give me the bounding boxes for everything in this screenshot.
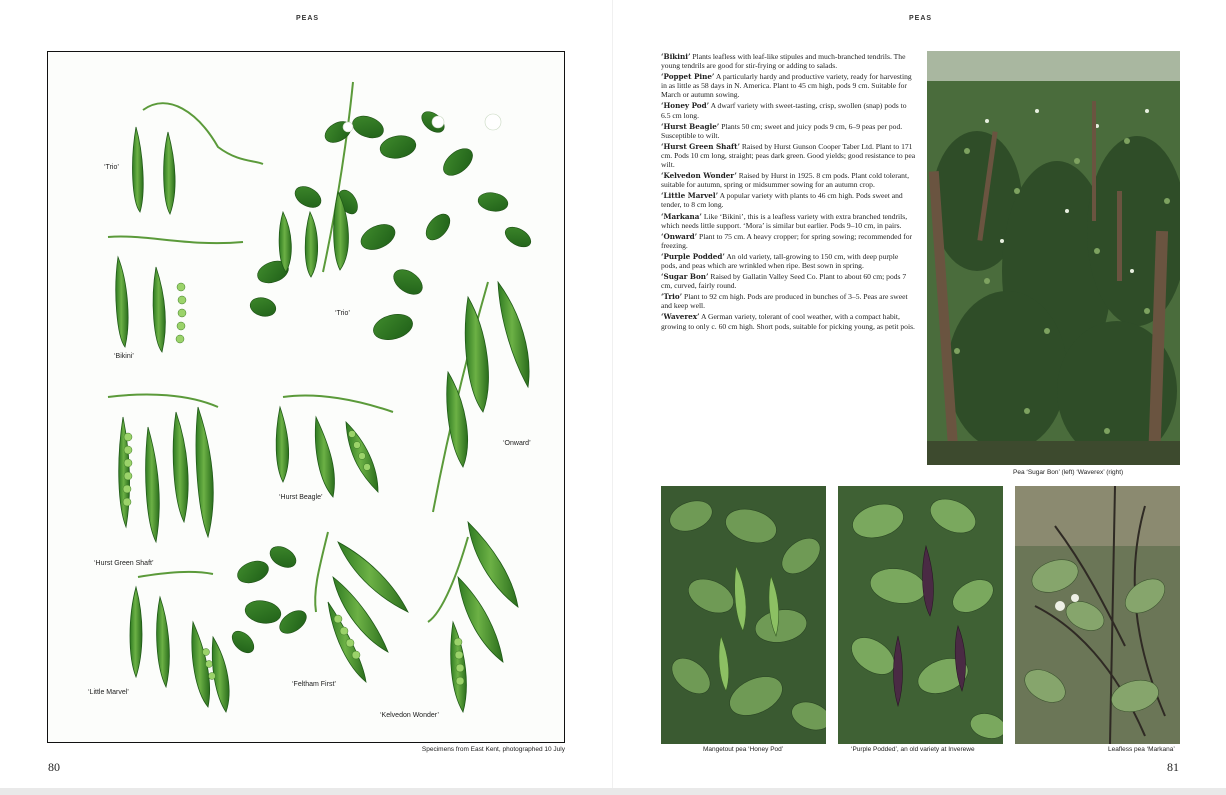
label-hurst-green-shaft: ‘Hurst Green Shaft’ xyxy=(94,560,154,567)
label-little-marvel: ‘Little Marvel’ xyxy=(88,689,129,696)
variety-text: An old variety, tall-growing to 150 cm, with deep purple pods, and peas which are wrinkled when ripe. Best sown in spring. xyxy=(661,251,899,270)
variety-text: Plants leafless with leaf-like stipules and much-branched tendrils. The young tendrils are good for stir-frying or adding to salads. xyxy=(661,52,906,71)
pea-pods-plate xyxy=(47,51,565,743)
variety-entry xyxy=(661,212,916,230)
variety-text: Plant to 75 cm. A heavy cropper; for spring sowing; recommended for freezing. xyxy=(661,231,913,250)
viewer-bottom-edge xyxy=(0,788,1226,795)
label-feltham-first: ‘Feltham First’ xyxy=(292,681,336,688)
label-kelvedon-wonder: ‘Kelvedon Wonder’ xyxy=(380,712,439,719)
variety-name: ‘Little Marvel’ xyxy=(661,191,719,201)
variety-name: ‘Markana’ xyxy=(661,211,702,221)
variety-entry xyxy=(661,142,916,169)
caption-main-photo: Pea ‘Sugar Bon’ (left) ‘Waverex’ (right) xyxy=(1013,469,1124,476)
variety-name: ‘Bikini’ xyxy=(661,52,691,61)
variety-entry xyxy=(661,171,916,189)
variety-name: ‘Onward’ xyxy=(661,231,698,241)
variety-text: A German variety, tolerant of cool weather, with a compact habit, growing to only c. 60 cm high. Short pods, suitable for picking young, as petit pois. xyxy=(661,312,915,331)
left-running-head: PEAS xyxy=(296,15,320,22)
label-trio-center: ‘Trio’ xyxy=(335,310,350,317)
variety-entry xyxy=(661,122,916,140)
purple-podded-photo xyxy=(838,486,1003,744)
variety-entry xyxy=(661,292,916,310)
variety-name: ‘Trio’ xyxy=(661,292,683,302)
page-number-right: 81 xyxy=(1167,760,1179,774)
right-page xyxy=(613,0,1226,795)
variety-name: ‘Sugar Bon’ xyxy=(661,272,709,282)
variety-text: Plants 50 cm; sweet and juicy pods 9 cm, 6–9 peas per pod. Susceptible to wilt. xyxy=(661,121,903,140)
variety-entry xyxy=(661,191,916,209)
markana-photo xyxy=(1015,486,1180,744)
variety-entry xyxy=(661,312,916,330)
variety-name: ‘Purple Podded’ xyxy=(661,251,725,261)
variety-name: ‘Waverex’ xyxy=(661,312,700,322)
caption-photo-1: Mangetout pea ‘Honey Pod’ xyxy=(703,746,784,753)
variety-entry xyxy=(661,252,916,270)
variety-name: ‘Honey Pod’ xyxy=(661,101,710,111)
variety-entry xyxy=(661,52,916,70)
honey-pod-photo xyxy=(661,486,826,744)
feltham-first-leaves xyxy=(228,542,310,657)
label-bikini: ‘Bikini’ xyxy=(114,353,134,360)
main-pea-rows-photo xyxy=(927,51,1180,465)
variety-name: ‘Hurst Green Shaft’ xyxy=(661,141,740,151)
variety-name: ‘Hurst Beagle’ xyxy=(661,121,720,131)
label-trio-top: ‘Trio’ xyxy=(104,164,119,171)
variety-text: Raised by Gallatin Valley Seed Co. Plant to about 60 cm; pods 7 cm, curved, fairly round. xyxy=(661,272,907,291)
plate-caption: Specimens from East Kent, photographed 10 July xyxy=(421,746,565,753)
variety-text: Plant to 92 cm high. Pods are produced in bunches of 3–5. Peas are sweet and keep well. xyxy=(661,292,908,311)
trio-vine xyxy=(248,108,534,344)
variety-entry xyxy=(661,232,916,250)
variety-text: A popular variety with plants to 46 cm high. Pods sweet and tender, to 8 cm long. xyxy=(661,191,903,210)
variety-name: ‘Poppet Pine’ xyxy=(661,72,715,82)
variety-text: Raised by Hurst in 1925. 8 cm pods. Plant cold tolerant, suitable for autumn, spring or midsummer sowing for an autumn crop. xyxy=(661,171,909,190)
variety-list xyxy=(661,52,916,333)
variety-text: Raised by Hurst Gunson Cooper Taber Ltd. Plant to 171 cm. Pods 10 cm long, straight; peas dark green. Good yields; good resistance to pea wilt. xyxy=(661,141,916,170)
right-running-head: PEAS xyxy=(909,15,933,22)
label-hurst-beagle: ‘Hurst Beagle’ xyxy=(279,494,323,501)
caption-photo-2: ‘Purple Podded’, an old variety at Inverewe xyxy=(851,746,975,753)
page-number-left: 80 xyxy=(48,760,60,774)
variety-entry xyxy=(661,72,916,99)
pea-pods-illustration xyxy=(48,52,565,743)
variety-text: A dwarf variety with sweet-tasting, crisp, swollen (snap) pods to 6.5 cm long. xyxy=(661,101,907,120)
variety-text: Like ‘Bikini’, this is a leafless variety with extra branched tendrils, which needs little support. ‘Mora’ is similar but earlier. Pods 9–10 cm, in pairs. xyxy=(661,211,908,230)
variety-text: A particularly hardy and productive variety, ready for harvesting in as little as 58 days in N. America. Plant to 45 cm high, pods 9 cm. Suitable for March or autumn sowing. xyxy=(661,72,912,100)
label-onward: ‘Onward’ xyxy=(503,440,531,447)
variety-name: ‘Kelvedon Wonder’ xyxy=(661,171,737,181)
variety-entry xyxy=(661,101,916,119)
variety-entry xyxy=(661,272,916,290)
caption-photo-3: Leafless pea ‘Markana’ xyxy=(1108,746,1175,753)
